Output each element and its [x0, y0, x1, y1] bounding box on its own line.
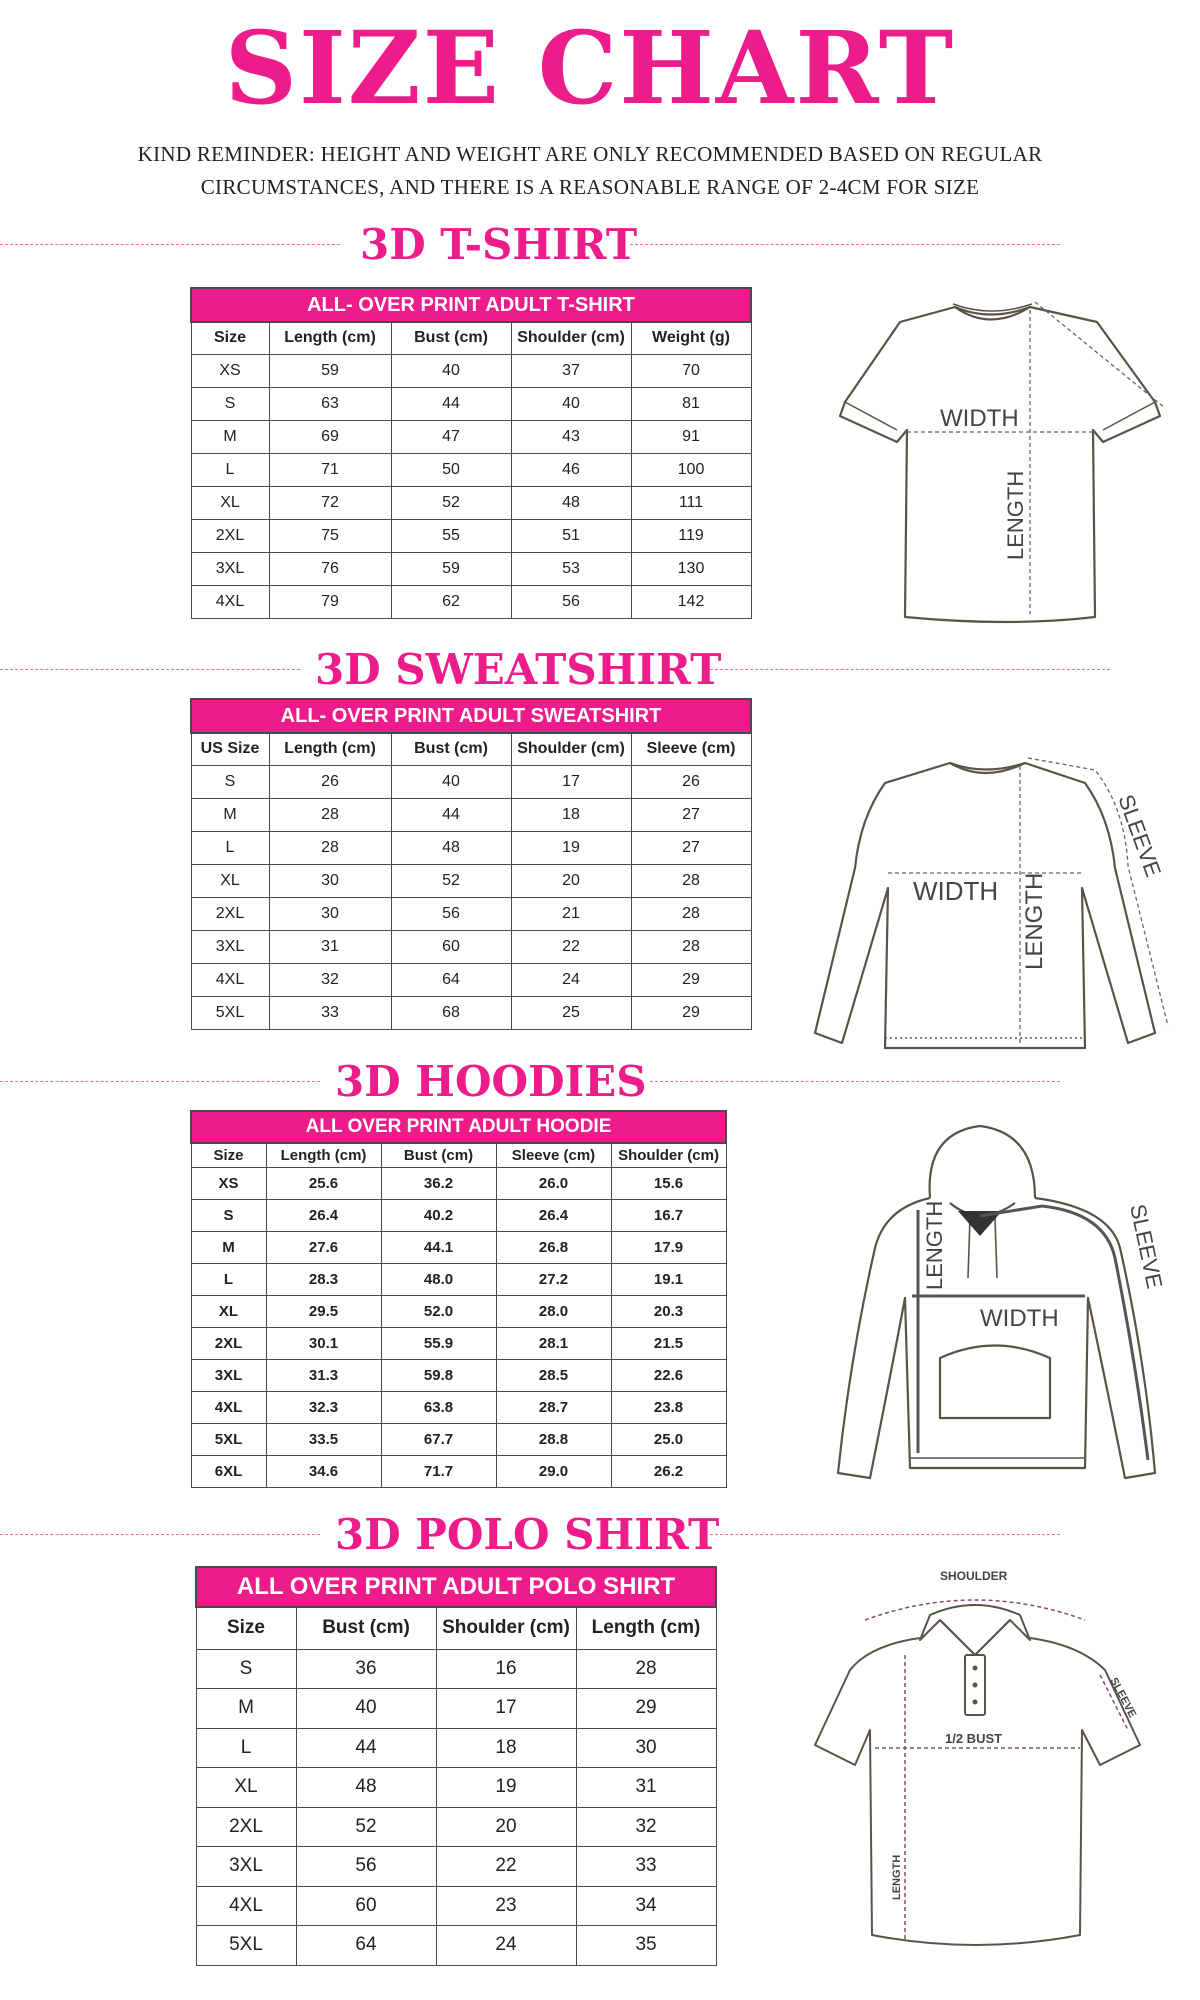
- table-row: [191, 1391, 726, 1423]
- value-cell: 63: [269, 387, 391, 420]
- value-cell: 60: [391, 930, 511, 963]
- size-cell: S: [191, 1199, 266, 1231]
- value-cell: 52.0: [381, 1295, 496, 1327]
- value-cell: 20.3: [611, 1295, 726, 1327]
- table-row: [191, 387, 751, 420]
- value-cell: 52: [296, 1807, 436, 1847]
- column-header: Length (cm): [576, 1607, 716, 1649]
- value-cell: 25.6: [266, 1167, 381, 1199]
- table-title: ALL OVER PRINT ADULT POLO SHIRT: [196, 1567, 716, 1607]
- value-cell: 32: [269, 963, 391, 996]
- value-cell: 28: [631, 864, 751, 897]
- value-cell: 24: [436, 1926, 576, 1966]
- tshirt-outline-icon: [835, 292, 1175, 632]
- column-header: Length (cm): [269, 733, 391, 765]
- value-cell: 15.6: [611, 1167, 726, 1199]
- value-cell: 28: [631, 897, 751, 930]
- value-cell: 34: [576, 1886, 716, 1926]
- size-cell: S: [191, 387, 269, 420]
- column-header: Shoulder (cm): [611, 1143, 726, 1167]
- value-cell: 60: [296, 1886, 436, 1926]
- value-cell: 20: [436, 1807, 576, 1847]
- value-cell: 29: [631, 996, 751, 1029]
- value-cell: 55: [391, 519, 511, 552]
- value-cell: 18: [511, 798, 631, 831]
- value-cell: 33: [269, 996, 391, 1029]
- size-cell: 4XL: [191, 585, 269, 618]
- value-cell: 53: [511, 552, 631, 585]
- column-header: Shoulder (cm): [511, 322, 631, 354]
- size-cell: 6XL: [191, 1455, 266, 1487]
- table-row: [191, 453, 751, 486]
- value-cell: 25.0: [611, 1423, 726, 1455]
- value-cell: 56: [511, 585, 631, 618]
- value-cell: 30: [576, 1728, 716, 1768]
- value-cell: 76: [269, 552, 391, 585]
- table-row: [191, 420, 751, 453]
- table-row: [191, 831, 751, 864]
- table-row: [191, 798, 751, 831]
- column-header: Length (cm): [269, 322, 391, 354]
- table-row: [191, 486, 751, 519]
- size-cell: XL: [196, 1768, 296, 1808]
- value-cell: 64: [296, 1926, 436, 1966]
- value-cell: 44: [391, 387, 511, 420]
- table-title: ALL OVER PRINT ADULT HOODIE: [191, 1111, 726, 1143]
- heading-divider-left: [0, 1081, 320, 1082]
- page-title: SIZE CHART: [224, 9, 956, 127]
- value-cell: 22: [436, 1847, 576, 1887]
- value-cell: 40: [511, 387, 631, 420]
- table-row: [196, 1926, 716, 1966]
- table-row: [191, 1423, 726, 1455]
- sleeve-label: SLEEVE: [1107, 1675, 1139, 1720]
- column-header: Weight (g): [631, 322, 751, 354]
- size-cell: XL: [191, 486, 269, 519]
- size-cell: 2XL: [191, 897, 269, 930]
- value-cell: 28: [631, 930, 751, 963]
- value-cell: 71: [269, 453, 391, 486]
- size-cell: L: [191, 453, 269, 486]
- value-cell: 19: [511, 831, 631, 864]
- value-cell: 40: [391, 354, 511, 387]
- size-cell: XL: [191, 1295, 266, 1327]
- table-row: [191, 1327, 726, 1359]
- polo-diagram: [810, 1560, 1150, 1960]
- length-label: LENGTH: [1003, 470, 1028, 560]
- value-cell: 27: [631, 798, 751, 831]
- sleeve-label: SLEEVE: [1113, 791, 1167, 881]
- value-cell: 35: [576, 1926, 716, 1966]
- column-header: Bust (cm): [381, 1143, 496, 1167]
- value-cell: 68: [391, 996, 511, 1029]
- value-cell: 119: [631, 519, 751, 552]
- value-cell: 59: [391, 552, 511, 585]
- table-body: [191, 1167, 726, 1487]
- value-cell: 21: [511, 897, 631, 930]
- value-cell: 55.9: [381, 1327, 496, 1359]
- heading-label-tshirt: 3D T-SHIRT: [360, 220, 638, 269]
- sweatshirt-size-table: [190, 698, 752, 1030]
- value-cell: 48: [296, 1768, 436, 1808]
- value-cell: 32.3: [266, 1391, 381, 1423]
- value-cell: 22: [511, 930, 631, 963]
- hoodie-size-table: [190, 1110, 727, 1488]
- value-cell: 31: [269, 930, 391, 963]
- value-cell: 142: [631, 585, 751, 618]
- width-label: WIDTH: [913, 876, 999, 906]
- value-cell: 28.0: [496, 1295, 611, 1327]
- value-cell: 31.3: [266, 1359, 381, 1391]
- table-row: [191, 1231, 726, 1263]
- heading-divider-left: [0, 669, 300, 670]
- size-cell: 3XL: [196, 1847, 296, 1887]
- value-cell: 27: [631, 831, 751, 864]
- column-header: Bust (cm): [391, 322, 511, 354]
- value-cell: 48.0: [381, 1263, 496, 1295]
- heading-divider-right: [650, 1081, 1060, 1082]
- column-header: Size: [191, 1143, 266, 1167]
- value-cell: 71.7: [381, 1455, 496, 1487]
- table-row: [191, 963, 751, 996]
- hoodie-diagram: [830, 1118, 1170, 1498]
- size-cell: S: [191, 765, 269, 798]
- value-cell: 34.6: [266, 1455, 381, 1487]
- table-row: [196, 1807, 716, 1847]
- value-cell: 30.1: [266, 1327, 381, 1359]
- size-cell: XS: [191, 1167, 266, 1199]
- sweatshirt-diagram: [810, 748, 1190, 1068]
- size-cell: L: [191, 1263, 266, 1295]
- value-cell: 25: [511, 996, 631, 1029]
- column-header: Size: [196, 1607, 296, 1649]
- value-cell: 79: [269, 585, 391, 618]
- value-cell: 91: [631, 420, 751, 453]
- size-cell: 3XL: [191, 930, 269, 963]
- table-row: [196, 1886, 716, 1926]
- table-body: [191, 354, 751, 618]
- heading-divider-right: [710, 1534, 1060, 1535]
- width-label: WIDTH: [940, 405, 1019, 432]
- value-cell: 26.4: [266, 1199, 381, 1231]
- column-header: Shoulder (cm): [436, 1607, 576, 1649]
- size-cell: 2XL: [196, 1807, 296, 1847]
- table-row: [191, 1455, 726, 1487]
- size-cell: 5XL: [196, 1926, 296, 1966]
- value-cell: 28.1: [496, 1327, 611, 1359]
- value-cell: 27.2: [496, 1263, 611, 1295]
- width-label: WIDTH: [980, 1305, 1059, 1332]
- value-cell: 81: [631, 387, 751, 420]
- table-row: [191, 1199, 726, 1231]
- tshirt-diagram: [835, 292, 1175, 632]
- heading-divider-right: [710, 669, 1110, 670]
- table-row: [191, 552, 751, 585]
- value-cell: 48: [511, 486, 631, 519]
- value-cell: 16.7: [611, 1199, 726, 1231]
- section-heading-hoodie: [0, 1057, 1200, 1107]
- value-cell: 17: [511, 765, 631, 798]
- value-cell: 70: [631, 354, 751, 387]
- size-cell: M: [196, 1689, 296, 1729]
- table-row: [191, 1295, 726, 1327]
- value-cell: 29.5: [266, 1295, 381, 1327]
- value-cell: 26.4: [496, 1199, 611, 1231]
- size-cell: 4XL: [191, 963, 269, 996]
- sweatshirt-outline-icon: [810, 748, 1190, 1068]
- size-cell: M: [191, 1231, 266, 1263]
- value-cell: 32: [576, 1807, 716, 1847]
- value-cell: 40: [296, 1689, 436, 1729]
- size-cell: 5XL: [191, 996, 269, 1029]
- kind-reminder: [60, 138, 1120, 204]
- value-cell: 59.8: [381, 1359, 496, 1391]
- value-cell: 19.1: [611, 1263, 726, 1295]
- polo-outline-icon: [810, 1560, 1150, 1960]
- value-cell: 50: [391, 453, 511, 486]
- value-cell: 40.2: [381, 1199, 496, 1231]
- value-cell: 28: [269, 798, 391, 831]
- bust-label: 1/2 BUST: [945, 1731, 1003, 1746]
- column-header: Shoulder (cm): [511, 733, 631, 765]
- hoodie-outline-icon: [830, 1118, 1170, 1498]
- value-cell: 46: [511, 453, 631, 486]
- heading-label-sweatshirt: 3D SWEATSHIRT: [315, 645, 722, 694]
- column-header: Bust (cm): [391, 733, 511, 765]
- size-cell: S: [196, 1649, 296, 1689]
- size-cell: 4XL: [196, 1886, 296, 1926]
- value-cell: 75: [269, 519, 391, 552]
- value-cell: 47: [391, 420, 511, 453]
- value-cell: 64: [391, 963, 511, 996]
- value-cell: 67.7: [381, 1423, 496, 1455]
- value-cell: 56: [296, 1847, 436, 1887]
- shoulder-label: SHOULDER: [940, 1569, 1008, 1583]
- table-row: [191, 765, 751, 798]
- value-cell: 44: [296, 1728, 436, 1768]
- value-cell: 26: [631, 765, 751, 798]
- heading-divider-left: [0, 1534, 320, 1535]
- reminder-line-2: CIRCUMSTANCES, AND THERE IS A REASONABLE RANGE OF 2-4CM FOR SIZE: [200, 175, 980, 199]
- table-body: [196, 1649, 716, 1965]
- table-row: [196, 1728, 716, 1768]
- size-cell: XL: [191, 864, 269, 897]
- table-row: [191, 996, 751, 1029]
- value-cell: 43: [511, 420, 631, 453]
- value-cell: 23.8: [611, 1391, 726, 1423]
- size-cell: 2XL: [191, 1327, 266, 1359]
- value-cell: 17: [436, 1689, 576, 1729]
- value-cell: 17.9: [611, 1231, 726, 1263]
- size-cell: 3XL: [191, 552, 269, 585]
- table-row: [191, 864, 751, 897]
- value-cell: 44.1: [381, 1231, 496, 1263]
- value-cell: 52: [391, 486, 511, 519]
- table-row: [191, 519, 751, 552]
- column-header: Bust (cm): [296, 1607, 436, 1649]
- value-cell: 100: [631, 453, 751, 486]
- size-cell: M: [191, 420, 269, 453]
- value-cell: 26.0: [496, 1167, 611, 1199]
- reminder-line-1: KIND REMINDER: HEIGHT AND WEIGHT ARE ONLY RECOMMENDED BASED ON REGULAR: [137, 142, 1043, 166]
- table-row: [196, 1649, 716, 1689]
- value-cell: 28: [269, 831, 391, 864]
- value-cell: 28.8: [496, 1423, 611, 1455]
- heading-label-hoodie: 3D HOODIES: [335, 1057, 647, 1106]
- heading-divider-right: [630, 244, 1060, 245]
- value-cell: 31: [576, 1768, 716, 1808]
- column-header: US Size: [191, 733, 269, 765]
- table-row: [191, 585, 751, 618]
- length-label: LENGTH: [891, 1854, 903, 1900]
- table-row: [191, 1263, 726, 1295]
- column-header: Length (cm): [266, 1143, 381, 1167]
- value-cell: 20: [511, 864, 631, 897]
- section-heading-polo: [0, 1510, 1200, 1560]
- polo-size-table: [195, 1566, 717, 1966]
- column-header: Sleeve (cm): [496, 1143, 611, 1167]
- value-cell: 130: [631, 552, 751, 585]
- size-cell: XS: [191, 354, 269, 387]
- value-cell: 29.0: [496, 1455, 611, 1487]
- value-cell: 24: [511, 963, 631, 996]
- table-row: [191, 897, 751, 930]
- value-cell: 29: [631, 963, 751, 996]
- table-row: [191, 930, 751, 963]
- value-cell: 72: [269, 486, 391, 519]
- value-cell: 26: [269, 765, 391, 798]
- table-row: [196, 1689, 716, 1729]
- value-cell: 48: [391, 831, 511, 864]
- value-cell: 33: [576, 1847, 716, 1887]
- value-cell: 52: [391, 864, 511, 897]
- table-row: [196, 1768, 716, 1808]
- value-cell: 21.5: [611, 1327, 726, 1359]
- value-cell: 30: [269, 897, 391, 930]
- value-cell: 69: [269, 420, 391, 453]
- size-cell: L: [196, 1728, 296, 1768]
- value-cell: 44: [391, 798, 511, 831]
- length-label: LENGTH: [922, 1200, 947, 1290]
- size-cell: 2XL: [191, 519, 269, 552]
- table-row: [196, 1847, 716, 1887]
- heading-divider-left: [0, 244, 340, 245]
- value-cell: 63.8: [381, 1391, 496, 1423]
- value-cell: 26.2: [611, 1455, 726, 1487]
- length-label: LENGTH: [1021, 872, 1048, 970]
- section-heading-tshirt: [0, 220, 1200, 270]
- value-cell: 19: [436, 1768, 576, 1808]
- size-cell: 5XL: [191, 1423, 266, 1455]
- value-cell: 111: [631, 486, 751, 519]
- value-cell: 51: [511, 519, 631, 552]
- tshirt-size-table: [190, 287, 752, 619]
- heading-label-polo: 3D POLO SHIRT: [335, 1510, 720, 1559]
- value-cell: 36.2: [381, 1167, 496, 1199]
- value-cell: 16: [436, 1649, 576, 1689]
- table-body: [191, 765, 751, 1029]
- value-cell: 36: [296, 1649, 436, 1689]
- column-header: Sleeve (cm): [631, 733, 751, 765]
- value-cell: 26.8: [496, 1231, 611, 1263]
- value-cell: 28.5: [496, 1359, 611, 1391]
- value-cell: 28.7: [496, 1391, 611, 1423]
- value-cell: 40: [391, 765, 511, 798]
- table-title: ALL- OVER PRINT ADULT T-SHIRT: [191, 288, 751, 322]
- value-cell: 37: [511, 354, 631, 387]
- section-heading-sweatshirt: [0, 645, 1200, 695]
- value-cell: 29: [576, 1689, 716, 1729]
- value-cell: 22.6: [611, 1359, 726, 1391]
- value-cell: 27.6: [266, 1231, 381, 1263]
- value-cell: 59: [269, 354, 391, 387]
- value-cell: 56: [391, 897, 511, 930]
- value-cell: 28.3: [266, 1263, 381, 1295]
- column-header: Size: [191, 322, 269, 354]
- table-row: [191, 354, 751, 387]
- size-cell: M: [191, 798, 269, 831]
- value-cell: 23: [436, 1886, 576, 1926]
- value-cell: 62: [391, 585, 511, 618]
- value-cell: 28: [576, 1649, 716, 1689]
- sleeve-label: SLEEVE: [1125, 1201, 1168, 1291]
- size-cell: 4XL: [191, 1391, 266, 1423]
- size-cell: L: [191, 831, 269, 864]
- table-title: ALL- OVER PRINT ADULT SWEATSHIRT: [191, 699, 751, 733]
- table-row: [191, 1167, 726, 1199]
- value-cell: 18: [436, 1728, 576, 1768]
- size-cell: 3XL: [191, 1359, 266, 1391]
- table-row: [191, 1359, 726, 1391]
- value-cell: 30: [269, 864, 391, 897]
- value-cell: 33.5: [266, 1423, 381, 1455]
